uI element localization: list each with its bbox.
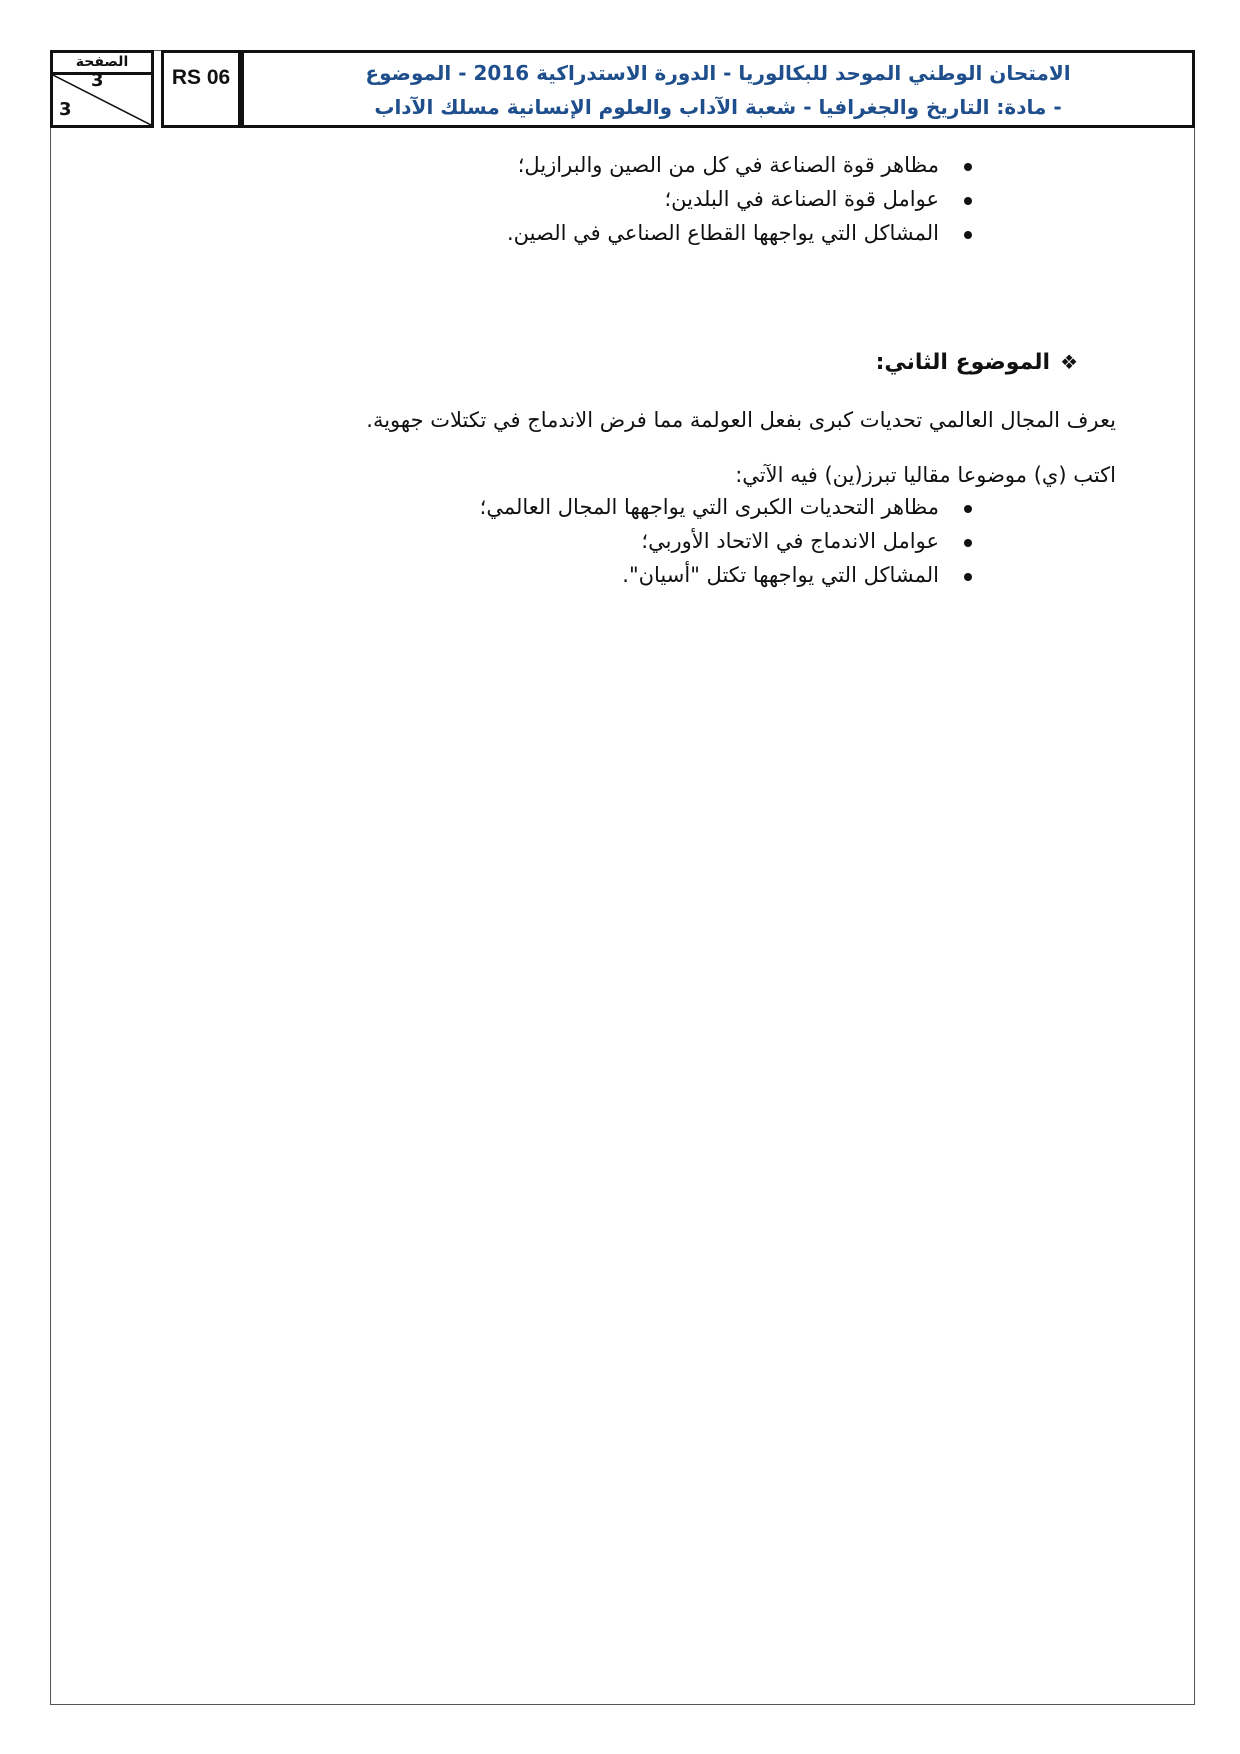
list-item: عوامل قوة الصناعة في البلدين؛ [507,182,978,216]
first-topic-list-block [507,148,978,250]
page-current: 3 [91,70,104,91]
diamond-bullet-icon: ❖ [1060,350,1078,374]
bullet-icon [964,197,972,205]
second-topic-list [480,490,978,592]
exam-title-box [241,50,1195,128]
page-number-box [50,50,154,128]
bullet-icon [964,163,972,171]
list-item: مظاهر التحديات الكبرى التي يواجهها المجال العالمي؛ [480,490,978,524]
list-item: المشاكل التي يواجهها تكتل "أسيان". [480,558,978,592]
exam-header [50,50,1195,128]
exam-title-line-1: الامتحان الوطني الموحد للبكالوريا - الدورة الاستدراكية 2016 - الموضوع [365,61,1071,85]
second-topic-heading: ❖الموضوع الثاني: [875,350,1078,375]
bullet-icon [964,505,972,513]
page-total: 3 [59,99,72,120]
exam-title-line-2: - مادة: التاريخ والجغرافيا - شعبة الآداب والعلوم الإنسانية مسلك الآداب [374,95,1062,119]
list-item: مظاهر قوة الصناعة في كل من الصين والبرازيل؛ [507,148,978,182]
list-item: المشاكل التي يواجهها القطاع الصناعي في الصين. [507,216,978,250]
first-topic-list [507,148,978,250]
second-topic-intro: يعرف المجال العالمي تحديات كبرى بفعل العولمة مما فرض الاندماج في تكتلات جهوية. [366,408,1116,432]
page-label: الصفحة [53,53,151,75]
second-topic-instruction: اكتب (ي) موضوعا مقاليا تبرز(ين) فيه الآتي: [735,463,1116,487]
second-topic-list-block [480,490,978,592]
list-item: عوامل الاندماج في الاتحاد الأوربي؛ [480,524,978,558]
page-frame [50,50,1195,1705]
bullet-icon [964,231,972,239]
exam-code: RS 06 [161,50,241,128]
bullet-icon [964,539,972,547]
bullet-icon [964,573,972,581]
